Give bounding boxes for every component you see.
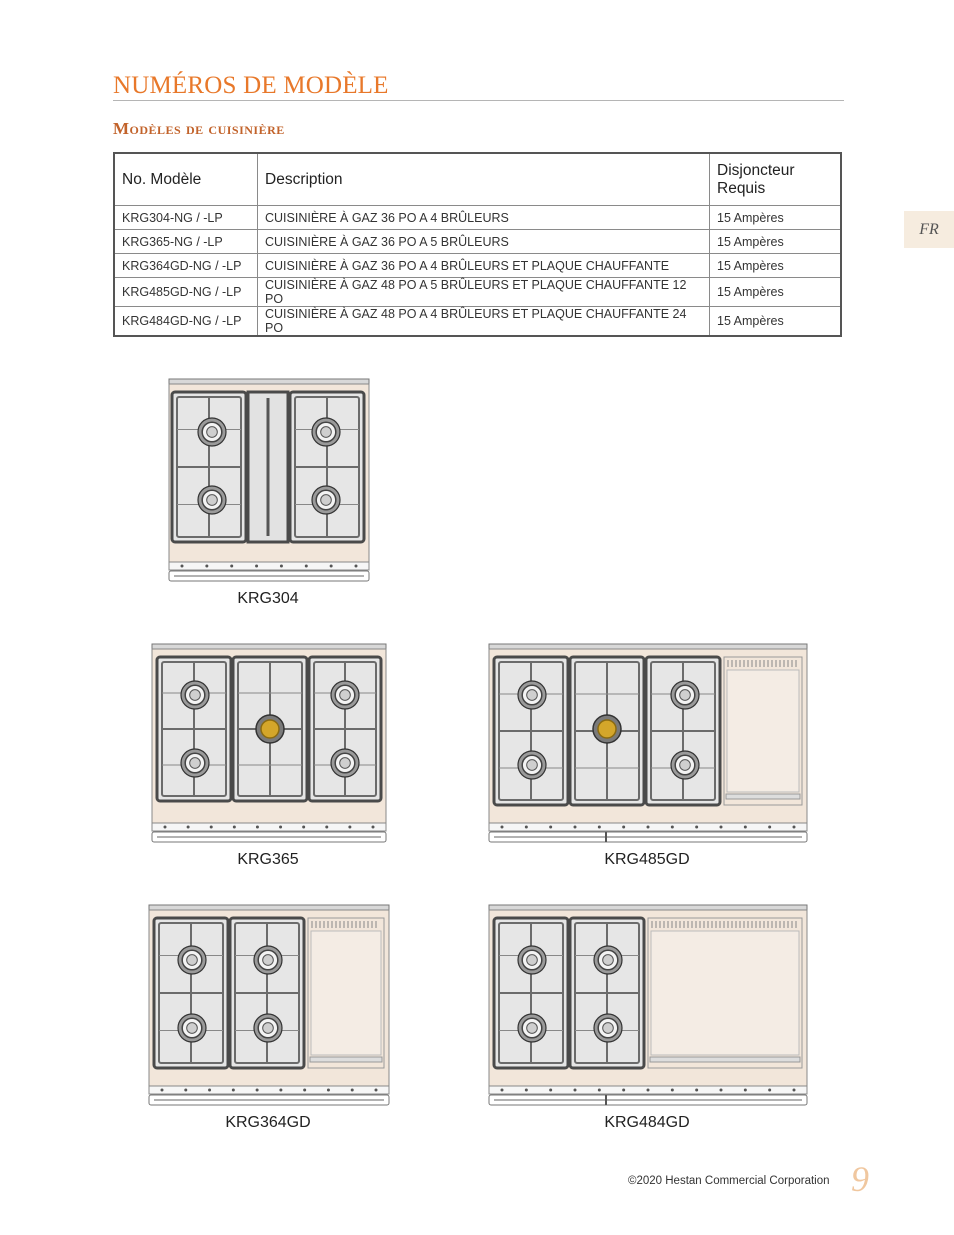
knob-dot: [351, 1089, 354, 1092]
knob-dot: [671, 1089, 674, 1092]
knob-dot: [549, 1089, 552, 1092]
table-row: [114, 254, 841, 278]
language-tab[interactable]: FR: [904, 211, 954, 248]
range-illustration-krg304: [168, 378, 370, 584]
center-grate: [248, 392, 288, 542]
title-divider: [113, 100, 844, 101]
knob-dot: [574, 1089, 577, 1092]
footer-copyright: ©2020 Hestan Commercial Corporation: [628, 1175, 830, 1187]
knob-dot: [233, 826, 236, 829]
figure-caption-krg365: KRG365: [237, 851, 299, 868]
range-illustration-krg365: [151, 643, 387, 845]
knob-dot: [187, 826, 190, 829]
backguard: [149, 905, 389, 910]
model-table: [113, 152, 842, 337]
knob-dot: [181, 565, 184, 568]
knob-dot: [622, 1089, 625, 1092]
knob-dot: [164, 826, 167, 829]
knob-dot: [208, 1089, 211, 1092]
burner-icon: [312, 486, 340, 514]
header-breaker-line2: Requis: [717, 179, 766, 197]
burner-icon: [518, 1014, 546, 1042]
knob-dot: [793, 1089, 796, 1092]
burner-icon: [181, 749, 209, 777]
knob-dot: [695, 1089, 698, 1092]
section-subtitle: Modèles de cuisinière: [113, 119, 285, 138]
knob-dot: [330, 565, 333, 568]
figure-caption-krg485gd: KRG485GD: [604, 851, 690, 868]
grate: [570, 918, 644, 1068]
figure-caption-krg304: KRG304: [237, 590, 299, 607]
page-number: 9: [851, 1159, 869, 1199]
knob-dot: [205, 565, 208, 568]
burner-icon: [594, 1014, 622, 1042]
cell-model: KRG364GD-NG / -LP: [114, 254, 258, 278]
header-description: Description: [258, 153, 710, 206]
backguard: [489, 905, 807, 910]
burner-icon: [178, 946, 206, 974]
knob-dot: [720, 1089, 723, 1092]
figure-caption-krg484gd: KRG484GD: [604, 1114, 690, 1131]
knob-dot: [255, 565, 258, 568]
cell-description: CUISINIÈRE À GAZ 48 PO A 4 BRÛLEURS ET PLAQUE CHAUFFANTE 24 PO: [258, 307, 710, 337]
grate: [157, 657, 231, 801]
table-row: [114, 307, 841, 337]
cell-breaker: 15 Ampères: [710, 254, 842, 278]
knob-dot: [305, 565, 308, 568]
knob-dot: [372, 826, 375, 829]
cell-model: KRG485GD-NG / -LP: [114, 278, 258, 307]
knob-dot: [375, 1089, 378, 1092]
knob-dot: [256, 1089, 259, 1092]
header-breaker-line1: Disjoncteur: [717, 161, 795, 179]
knob-dot: [501, 1089, 504, 1092]
backguard: [152, 644, 386, 649]
knob-dot: [303, 1089, 306, 1092]
knob-dot: [768, 826, 771, 829]
burner-icon: [254, 1014, 282, 1042]
griddle-plate: [308, 918, 384, 1068]
knob-dot: [622, 826, 625, 829]
burner-icon: [198, 486, 226, 514]
knob-dot: [744, 826, 747, 829]
grate: [646, 657, 720, 805]
knob-dot: [525, 826, 528, 829]
knob-dot: [327, 1089, 330, 1092]
range-illustration-krg484gd: [488, 904, 808, 1108]
griddle-plate: [724, 657, 802, 805]
knob-dot: [348, 826, 351, 829]
knob-dot: [549, 826, 552, 829]
burner-icon: [518, 751, 546, 779]
grate: [494, 657, 568, 805]
burner-icon: [518, 946, 546, 974]
cell-model: KRG304-NG / -LP: [114, 206, 258, 230]
grate: [309, 657, 381, 801]
grate: [230, 918, 304, 1068]
burner-icon: [181, 681, 209, 709]
cell-breaker: 15 Ampères: [710, 278, 842, 307]
burner-icon: [671, 681, 699, 709]
burner-icon: [198, 418, 226, 446]
knob-dot: [256, 826, 259, 829]
knob-dot: [210, 826, 213, 829]
figure-caption-krg364gd: KRG364GD: [225, 1114, 311, 1131]
burner-icon: [331, 749, 359, 777]
cell-description: CUISINIÈRE À GAZ 48 PO A 5 BRÛLEURS ET PLAQUE CHAUFFANTE 12 PO: [258, 278, 710, 307]
burner-icon: [312, 418, 340, 446]
knob-dot: [279, 1089, 282, 1092]
knob-dot: [720, 826, 723, 829]
cell-breaker: 15 Ampères: [710, 230, 842, 254]
cell-breaker: 15 Ampères: [710, 307, 842, 337]
burner-icon: [178, 1014, 206, 1042]
table-row: [114, 278, 841, 307]
knob-dot: [647, 1089, 650, 1092]
burner-icon: [594, 946, 622, 974]
grate: [290, 392, 364, 542]
table-header-row: [114, 153, 841, 206]
knob-dot: [695, 826, 698, 829]
knob-dot: [671, 826, 674, 829]
cell-description: CUISINIÈRE À GAZ 36 PO A 5 BRÛLEURS: [258, 230, 710, 254]
burner-icon: [331, 681, 359, 709]
cell-breaker: 15 Ampères: [710, 206, 842, 230]
grate: [494, 918, 568, 1068]
cell-model: KRG365-NG / -LP: [114, 230, 258, 254]
knob-dot: [279, 826, 282, 829]
header-model: No. Modèle: [114, 153, 258, 206]
table-row: [114, 206, 841, 230]
range-illustration-krg485gd: [488, 643, 808, 845]
wok-burner-icon: [256, 715, 284, 743]
knob-dot: [161, 1089, 164, 1092]
griddle-plate: [648, 918, 802, 1068]
burner-icon: [518, 681, 546, 709]
knob-dot: [647, 826, 650, 829]
knob-dot: [325, 826, 328, 829]
header-breaker: [710, 153, 842, 206]
table-row: [114, 230, 841, 254]
burner-icon: [254, 946, 282, 974]
knob-dot: [525, 1089, 528, 1092]
knob-dot: [232, 1089, 235, 1092]
cell-model: KRG484GD-NG / -LP: [114, 307, 258, 337]
knob-dot: [574, 826, 577, 829]
knob-dot: [280, 565, 283, 568]
range-illustration-krg364gd: [148, 904, 390, 1108]
knob-dot: [302, 826, 305, 829]
control-panel: [169, 562, 369, 570]
wok-burner-icon: [593, 715, 621, 743]
knob-dot: [230, 565, 233, 568]
cell-description: CUISINIÈRE À GAZ 36 PO A 4 BRÛLEURS ET PLAQUE CHAUFFANTE: [258, 254, 710, 278]
knob-dot: [355, 565, 358, 568]
knob-dot: [184, 1089, 187, 1092]
knob-dot: [501, 826, 504, 829]
burner-icon: [671, 751, 699, 779]
knob-dot: [598, 826, 601, 829]
knob-dot: [598, 1089, 601, 1092]
grate: [154, 918, 228, 1068]
knob-dot: [744, 1089, 747, 1092]
grate: [172, 392, 246, 542]
backguard: [489, 644, 807, 649]
knob-dot: [793, 826, 796, 829]
knob-dot: [768, 1089, 771, 1092]
page-title: NUMÉROS DE MODÈLE: [113, 72, 389, 99]
backguard: [169, 379, 369, 384]
cell-description: CUISINIÈRE À GAZ 36 PO A 4 BRÛLEURS: [258, 206, 710, 230]
